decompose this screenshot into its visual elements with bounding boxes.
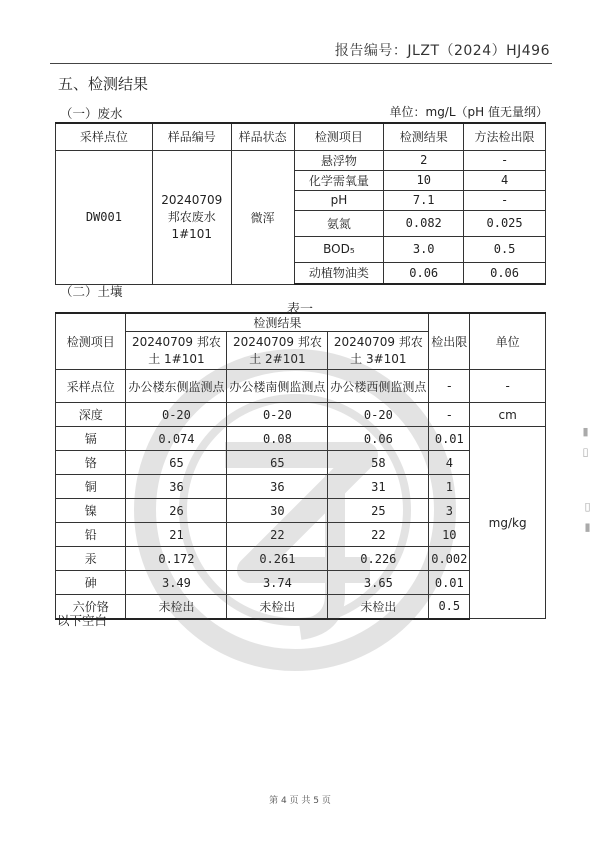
row-label: 铬 bbox=[56, 451, 126, 475]
depth-value: 0-20 bbox=[328, 403, 429, 427]
sample-header-3: 20240709 邦农土 3#101 bbox=[328, 332, 429, 370]
result-value: 65 bbox=[227, 451, 328, 475]
result-value: 0.172 bbox=[126, 547, 227, 571]
test-result: 0.06 bbox=[384, 262, 464, 284]
row-label: 六价铬 bbox=[56, 595, 126, 619]
test-item: 动植物油类 bbox=[294, 262, 384, 284]
result-value: 0.074 bbox=[126, 427, 227, 451]
detection-limit: 0.5 bbox=[464, 236, 546, 262]
side-stamp-mark: ▯ ▮ bbox=[581, 500, 594, 536]
result-value: 3.49 bbox=[126, 571, 227, 595]
result-value: 0.06 bbox=[328, 427, 429, 451]
result-value: 30 bbox=[227, 499, 328, 523]
result-value: 0.08 bbox=[227, 427, 328, 451]
detection-limit: 0.01 bbox=[429, 571, 470, 595]
col-header-limit: 检出限 bbox=[429, 313, 470, 370]
col-header-result: 检测结果 bbox=[384, 123, 464, 150]
table-row bbox=[56, 150, 546, 170]
test-result: 2 bbox=[384, 150, 464, 170]
detection-limit: 0.002 bbox=[429, 547, 470, 571]
test-result: 0.082 bbox=[384, 210, 464, 236]
result-value: 58 bbox=[328, 451, 429, 475]
result-value: 21 bbox=[126, 523, 227, 547]
result-value: 未检出 bbox=[126, 595, 227, 619]
detection-limit: - bbox=[429, 370, 470, 403]
col-header-unit: 单位 bbox=[470, 313, 546, 370]
sampling-point: DW001 bbox=[56, 150, 153, 284]
sample-state: 微浑 bbox=[231, 150, 294, 284]
sample-header-2: 20240709 邦农土 2#101 bbox=[227, 332, 328, 370]
row-label: 铜 bbox=[56, 475, 126, 499]
row-label: 砷 bbox=[56, 571, 126, 595]
location-value: 办公楼西侧监测点 bbox=[328, 370, 429, 403]
depth-value: 0-20 bbox=[126, 403, 227, 427]
col-header-sample-no: 样品编号 bbox=[152, 123, 231, 150]
report-number: 报告编号：JLZT（2024）HJ496 bbox=[334, 43, 550, 59]
unit-value: - bbox=[470, 370, 546, 403]
result-value: 36 bbox=[227, 475, 328, 499]
test-result: 7.1 bbox=[384, 190, 464, 210]
result-value: 3.74 bbox=[227, 571, 328, 595]
depth-value: 0-20 bbox=[227, 403, 328, 427]
detection-limit: 0.025 bbox=[464, 210, 546, 236]
test-item: 氨氮 bbox=[294, 210, 384, 236]
result-value: 36 bbox=[126, 475, 227, 499]
wastewater-title: （一）废水 bbox=[60, 106, 123, 121]
row-label: 汞 bbox=[56, 547, 126, 571]
result-value: 26 bbox=[126, 499, 227, 523]
header-divider bbox=[50, 63, 552, 64]
test-item: 化学需氧量 bbox=[294, 170, 384, 190]
result-value: 3.65 bbox=[328, 571, 429, 595]
soil-table bbox=[55, 312, 546, 620]
soil-table-caption: 表一 bbox=[286, 302, 313, 317]
detection-limit: 4 bbox=[429, 451, 470, 475]
col-header-point: 采样点位 bbox=[56, 123, 153, 150]
soil-title: （二）土壤 bbox=[60, 284, 123, 299]
result-value: 31 bbox=[328, 475, 429, 499]
location-value: 办公楼东侧监测点 bbox=[126, 370, 227, 403]
col-header-limit: 方法检出限 bbox=[464, 123, 546, 150]
detection-limit: - bbox=[464, 150, 546, 170]
result-value: 未检出 bbox=[328, 595, 429, 619]
sample-header-1: 20240709 邦农土 1#101 bbox=[126, 332, 227, 370]
col-header-item: 检测项目 bbox=[56, 313, 126, 370]
detection-limit: 0.06 bbox=[464, 262, 546, 284]
test-result: 3.0 bbox=[384, 236, 464, 262]
table-row bbox=[56, 403, 546, 427]
result-value: 未检出 bbox=[227, 595, 328, 619]
detection-limit: - bbox=[429, 403, 470, 427]
detection-limit: 10 bbox=[429, 523, 470, 547]
detection-limit: 3 bbox=[429, 499, 470, 523]
wastewater-unit: 单位：mg/L（pH 值无量纲） bbox=[389, 105, 548, 119]
soil-header-row bbox=[56, 313, 546, 332]
wastewater-header-row bbox=[56, 123, 546, 150]
row-label: 采样点位 bbox=[56, 370, 126, 403]
row-label: 深度 bbox=[56, 403, 126, 427]
section-title: 五、检测结果 bbox=[58, 75, 149, 93]
test-result: 10 bbox=[384, 170, 464, 190]
detection-limit: 4 bbox=[464, 170, 546, 190]
result-value: 65 bbox=[126, 451, 227, 475]
side-stamp-mark: ▮ ▯ bbox=[579, 425, 592, 461]
row-label: 镉 bbox=[56, 427, 126, 451]
table-row bbox=[56, 427, 546, 451]
test-item: pH bbox=[294, 190, 384, 210]
col-header-results: 检测结果 bbox=[126, 313, 429, 332]
col-header-state: 样品状态 bbox=[231, 123, 294, 150]
col-header-item: 检测项目 bbox=[294, 123, 384, 150]
end-of-content-note: 以下空白 bbox=[57, 613, 108, 628]
test-item: BOD₅ bbox=[294, 236, 384, 262]
row-label: 铅 bbox=[56, 523, 126, 547]
sample-number-text: 20240709 邦农废水 1#101 bbox=[161, 192, 223, 241]
wastewater-table bbox=[55, 122, 546, 285]
result-value: 0.226 bbox=[328, 547, 429, 571]
detection-limit: 0.5 bbox=[429, 595, 470, 619]
page-footer: 第 4 页 共 5 页 bbox=[269, 796, 331, 806]
location-value: 办公楼南侧监测点 bbox=[227, 370, 328, 403]
table-row bbox=[56, 370, 546, 403]
unit-value: cm bbox=[470, 403, 546, 427]
test-item: 悬浮物 bbox=[294, 150, 384, 170]
result-value: 0.261 bbox=[227, 547, 328, 571]
detection-limit: - bbox=[464, 190, 546, 210]
sample-number bbox=[152, 150, 231, 284]
detection-limit: 0.01 bbox=[429, 427, 470, 451]
row-label: 镍 bbox=[56, 499, 126, 523]
result-value: 22 bbox=[328, 523, 429, 547]
result-value: 25 bbox=[328, 499, 429, 523]
metal-unit: mg/kg bbox=[470, 427, 546, 619]
result-value: 22 bbox=[227, 523, 328, 547]
detection-limit: 1 bbox=[429, 475, 470, 499]
